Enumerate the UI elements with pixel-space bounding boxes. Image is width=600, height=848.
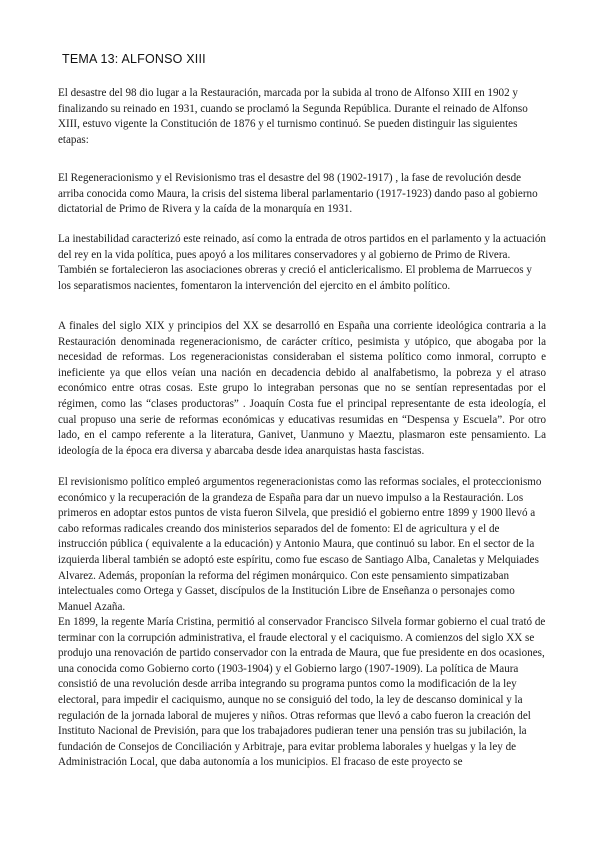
paragraph-revisionismo: El revisionismo político empleó argumentos regeneracionistas como las reformas sociales, el proteccionismo económico y la recuperación de la grandeza de España para dar un nuevo impulso a la Restauración. Los primeros en adoptar estos puntos de vista fueron Silvela, que presidió el gobierno entre 1899 y 1900 llevó a cabo reformas radicales creando dos ministerios separados del de fomento: El de agricultura y el de instrucción pública ( equivalente a la educación) y Antonio Maura, que continuó su labor. En el sector de la izquierda liberal también se adoptó este espíritu, como fue escaso de Santiago Alba, Canaletas y Melquiades Alvarez. Además, proponían la reforma del régimen monárquico. Con este pensamiento simpatizaban intelectuales como Ortega y Gasset, discípulos de la Institución Libre de Enseñanza o personajes como Manuel Azaña.: [58, 476, 542, 613]
paragraph-maura: En 1899, la regente María Cristina, permitió al conservador Francisco Silvela formar gobierno el cual trató de terminar con la corrupción administrativa, el fraude electoral y el caciquismo. A comienzos del siglo XX se produjo una renovación de partido conservador con la entrada de Maura, que fue presidente en dos ocasiones, una conocida como Gobierno corto (1903-1904) y el Gobierno largo (1907-1909). La política de Maura consistió de una revolución desde arriba integrando su programa puntos como la modificación de la ley electoral, para impedir el caciquismo, aunque no se consiguió del todo, la ley de descanso dominical y la regulación de la jornada laboral de mujeres y niños. Otras reformas que llevó a cabo fueron la creación del Instituto Nacional de Previsión, para que los trabajadores pudieran tener una pensión tras su jubilación, la fundación de Consejos de Conciliación y Arbitraje, para evitar problema laborales y huelgas y la ley de Administración Local, que daba autonomía a los municipios. El fracaso de este proyecto se: [58, 616, 546, 769]
paragraph-regeneracionismo: A finales del siglo XIX y principios del XX se desarrolló en España una corriente ideológica contraria a la Restauración denominada regeneracionismo, de carácter crítico, pesimista y utópico, que abogaba por la necesidad de reformas. Los regeneracionistas consideraban el sistema político como inmoral, corrupto e ineficiente ya que ellos veían una nación en decadencia debido al analfabetismo, la pobreza y el atraso económico entre otras cosas. Este grupo lo integraban personas que no se sentían representadas por el régimen, como las “clases productoras” . Joaquín Costa fue el principal representante de esta ideología, el cual propuso una serie de reformas económicas y educativas resumidas en “Despensa y Escuela”. Por otro lado, en el campo referente a la literatura, Ganivet, Uanmuno y Maeztu, plasmaron este pensamiento. La ideología de la época era diversa y abarcaba desde idea anarquistas hasta fascistas.: [58, 320, 546, 457]
paragraph-stages: El Regeneracionismo y el Revisionismo tras el desastre del 98 (1902-1917) , la fase de revolución desde arriba conocida como Maura, la crisis del sistema liberal parlamentario (1917-1923) dando paso al gobierno dictatorial de Primo de Rivera y la caída de la monarquía en 1931.: [58, 172, 538, 216]
paragraph-intro: El desastre del 98 dio lugar a la Restauración, marcada por la subida al trono de Alfonso XIII en 1902 y finalizando su reinado en 1931, cuando se proclamó la Segunda República. Durante el reinado de Alfonso XIII, estuvo vigente la Constitución de 1876 y el turnismo continuó. Se pueden distinguir las siguientes etapas:: [58, 87, 528, 146]
paragraph-instability: La inestabilidad caracterizó este reinado, así como la entrada de otros partidos en el parlamento y la actuación del rey en la vida política, pues apoyó a los militares conservadores y al gobierno de Primo de Rivera. También se fortalecieron las asociaciones obreras y creció el anticlericalismo. El problema de Marruecos y los separatismos nacientes, fomentaron la intervención del ejercito en el ámbito político.: [58, 233, 546, 292]
document-title: TEMA 13: ALFONSO XIII: [62, 52, 206, 66]
